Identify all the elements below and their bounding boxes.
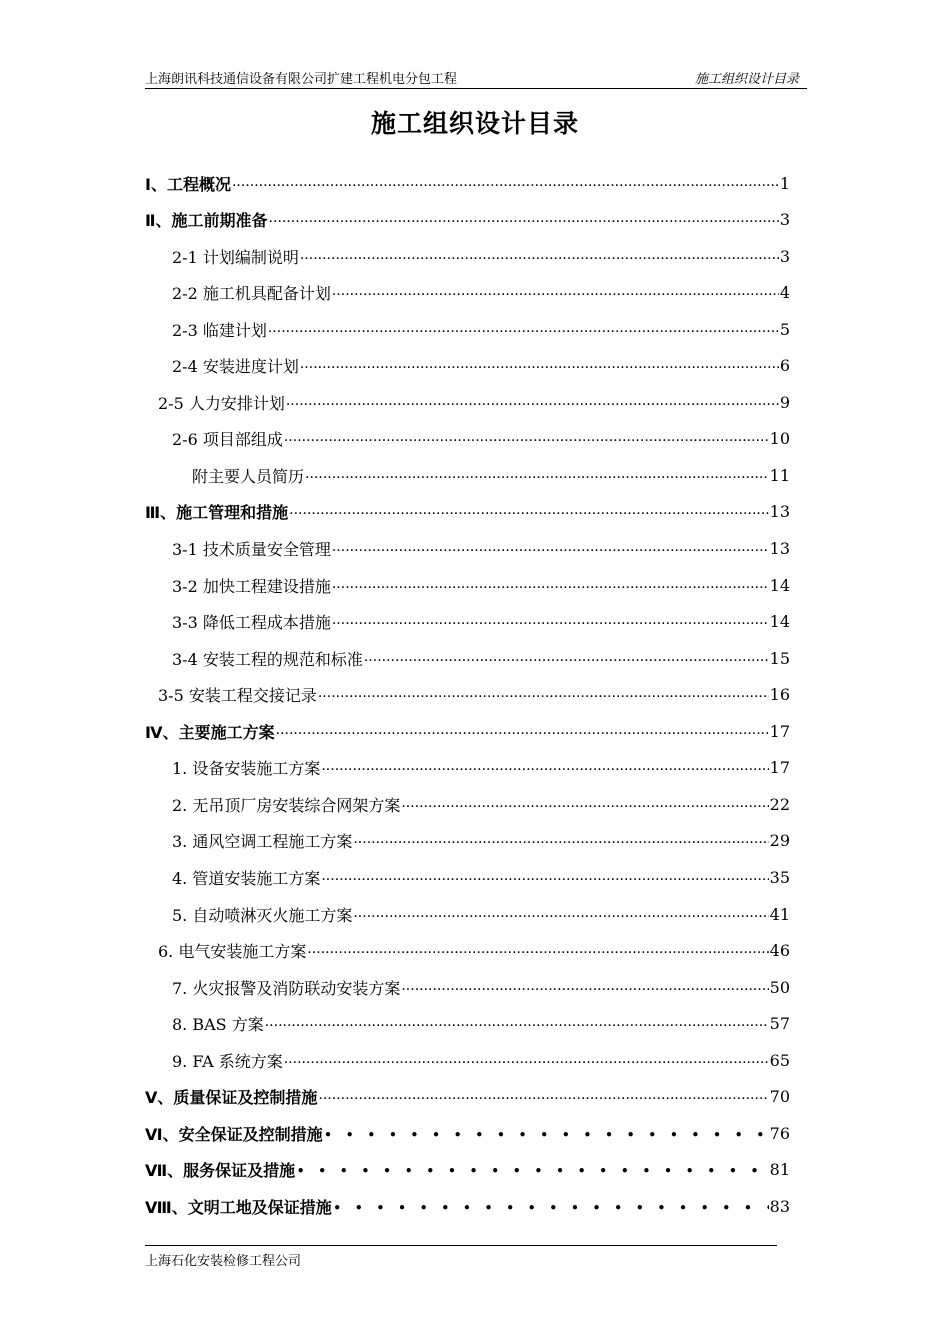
toc-entry-page-number: 6 <box>779 356 790 376</box>
toc-leader <box>332 540 769 559</box>
toc-leader <box>364 650 769 669</box>
toc-entry[interactable] <box>172 791 790 817</box>
toc-entry-label: 3. 通风空调工程施工方案 <box>172 832 353 852</box>
toc-leader <box>353 906 768 925</box>
toc-entry-label: Ⅵ、安全保证及控制措施 <box>145 1124 323 1144</box>
toc-entry[interactable] <box>172 536 790 562</box>
toc-entry[interactable] <box>145 718 790 744</box>
toc-entry-label: Ⅳ、主要施工方案 <box>145 722 275 742</box>
toc-entry-label: 2-3 临建计划 <box>172 320 267 340</box>
toc-entry-label: Ⅱ、施工前期准备 <box>145 211 268 231</box>
toc-entry-label: 8. BAS 方案 <box>172 1015 264 1035</box>
toc-entry-label: Ⅶ、服务保证及措施 <box>145 1161 296 1181</box>
toc-entry-label: 5. 自动喷淋灭火施工方案 <box>172 905 353 925</box>
toc-entry[interactable] <box>145 170 790 196</box>
toc-leader <box>353 832 768 851</box>
toc-entry[interactable] <box>172 864 790 890</box>
toc-leader <box>307 942 768 961</box>
toc-leader <box>318 1088 768 1107</box>
page-header <box>145 64 807 89</box>
toc-entry[interactable] <box>172 572 790 598</box>
toc-leader <box>284 1052 769 1071</box>
toc-entry-page-number: 41 <box>769 904 790 924</box>
toc-entry-page-number: 14 <box>769 612 790 632</box>
toc-entry-label: 2-4 安装进度计划 <box>172 357 299 377</box>
toc-entry-page-number: 22 <box>769 794 790 814</box>
toc-entry-label: 附主要人员简历 <box>192 466 305 486</box>
toc-entry-label: 4. 管道安装施工方案 <box>172 868 321 888</box>
toc-entry-label: 3-2 加快工程建设措施 <box>172 576 331 596</box>
toc-entry-page-number: 13 <box>769 502 790 522</box>
toc-entry-label: Ⅰ、工程概况 <box>145 174 231 194</box>
toc-entry[interactable] <box>172 645 790 671</box>
toc-entry-label: Ⅴ、质量保证及控制措施 <box>145 1088 318 1108</box>
toc-entry-label: 3-3 降低工程成本措施 <box>172 613 331 633</box>
toc-entry-label: 3-5 安装工程交接记录 <box>158 686 317 706</box>
toc-entry[interactable] <box>172 828 790 854</box>
toc-entry-label: 9. FA 系统方案 <box>172 1051 283 1071</box>
toc-entry-page-number: 17 <box>769 758 790 778</box>
toc-entry-label: 6. 电气安装施工方案 <box>158 942 307 962</box>
toc-entry-page-number: 83 <box>769 1196 790 1216</box>
toc-entry-page-number: 15 <box>769 648 790 668</box>
toc-leader <box>321 759 768 778</box>
toc-entry[interactable] <box>172 1011 790 1037</box>
toc-entry-page-number: 10 <box>769 429 790 449</box>
toc-entry[interactable] <box>158 938 790 964</box>
toc-entry[interactable] <box>172 353 790 379</box>
toc-entry-page-number: 1 <box>779 173 790 193</box>
toc-entry-page-number: 81 <box>769 1160 790 1180</box>
toc-leader <box>305 467 769 486</box>
document-title: 施工组织设计目录 <box>370 109 579 138</box>
toc-entry[interactable] <box>158 389 790 415</box>
toc-leader <box>401 979 768 998</box>
toc-leader <box>265 1015 769 1034</box>
toc-entry[interactable] <box>145 1157 790 1183</box>
toc-entry-label: 2-5 人力安排计划 <box>158 393 285 413</box>
toc-entry-page-number: 76 <box>769 1123 790 1143</box>
toc-entry-page-number: 65 <box>769 1050 790 1070</box>
toc-leader <box>232 175 779 194</box>
toc-entry-page-number: 16 <box>769 685 790 705</box>
toc-entry-page-number: 5 <box>779 319 790 339</box>
toc-leader <box>321 869 768 888</box>
toc-entry-page-number: 17 <box>769 721 790 741</box>
footer-divider <box>145 1245 777 1246</box>
toc-entry-page-number: 4 <box>779 283 790 303</box>
toc-leader <box>332 284 779 303</box>
toc-entry[interactable] <box>172 755 790 781</box>
toc-entry-label: 1. 设备安装施工方案 <box>172 759 321 779</box>
toc-leader <box>276 723 769 742</box>
toc-entry-label: 2. 无吊顶厂房安装综合网架方案 <box>172 795 401 815</box>
toc-entry-label: 3-4 安装工程的规范和标准 <box>172 649 363 669</box>
toc-leader <box>300 357 779 376</box>
toc-entry-label: 7. 火灾报警及消防联动安装方案 <box>172 978 401 998</box>
toc-leader <box>300 248 779 267</box>
toc-entry-page-number: 57 <box>769 1014 790 1034</box>
toc-leader <box>284 430 769 449</box>
toc-entry-page-number: 3 <box>779 210 790 230</box>
toc-leader <box>286 394 779 413</box>
header-section-title: 施工组织设计目录 <box>694 72 799 87</box>
toc-entry[interactable] <box>172 316 790 342</box>
toc-entry[interactable] <box>172 426 790 452</box>
toc-leader <box>318 686 769 705</box>
toc-entry-page-number: 13 <box>769 539 790 558</box>
toc-entry-page-number: 70 <box>769 1087 790 1107</box>
footer-company: 上海石化安装检修工程公司 <box>145 1254 302 1269</box>
toc-leader <box>296 1161 768 1180</box>
toc-entry[interactable] <box>172 609 790 635</box>
toc-entry[interactable] <box>145 1084 790 1110</box>
toc-leader <box>289 503 769 522</box>
toc-entry[interactable] <box>172 901 790 927</box>
toc-leader <box>269 211 779 230</box>
toc-entry-page-number: 9 <box>779 392 790 412</box>
toc-entry-page-number: 46 <box>769 941 790 961</box>
toc-entry-label: 3-1 技术质量安全管理 <box>172 540 331 559</box>
toc-leader <box>401 796 768 815</box>
toc-entry[interactable] <box>145 1193 790 1219</box>
toc-entry[interactable] <box>172 243 790 269</box>
toc-leader <box>332 613 769 632</box>
toc-entry-page-number: 3 <box>779 246 790 266</box>
toc-leader <box>268 321 779 340</box>
toc-entry[interactable] <box>172 280 790 306</box>
toc-entry-label: 2-6 项目部组成 <box>172 430 283 450</box>
toc-entry-page-number: 29 <box>769 831 790 851</box>
toc-entry-label: 2-1 计划编制说明 <box>172 247 299 267</box>
toc-entry-label: Ⅲ、施工管理和措施 <box>145 503 289 523</box>
toc-entry-label: 2-2 施工机具配备计划 <box>172 284 331 304</box>
toc-entry-page-number: 11 <box>769 465 790 485</box>
toc-entry-page-number: 14 <box>769 575 790 595</box>
toc-leader <box>332 577 769 596</box>
toc-leader <box>333 1198 769 1217</box>
toc-entry-page-number: 50 <box>769 977 790 997</box>
toc-entry[interactable] <box>192 462 790 488</box>
toc-entry[interactable] <box>145 1120 790 1146</box>
toc-entry[interactable] <box>145 499 790 525</box>
toc-leader <box>324 1125 769 1144</box>
toc-entry[interactable] <box>172 1047 790 1073</box>
toc-entry[interactable] <box>145 207 790 233</box>
toc-entry-label: Ⅷ、文明工地及保证措施 <box>145 1197 332 1217</box>
toc-entry[interactable] <box>158 682 790 708</box>
header-project-name: 上海朗讯科技通信设备有限公司扩建工程机电分包工程 <box>145 72 458 87</box>
toc-entry[interactable] <box>172 974 790 1000</box>
toc-entry-page-number: 35 <box>769 867 790 887</box>
